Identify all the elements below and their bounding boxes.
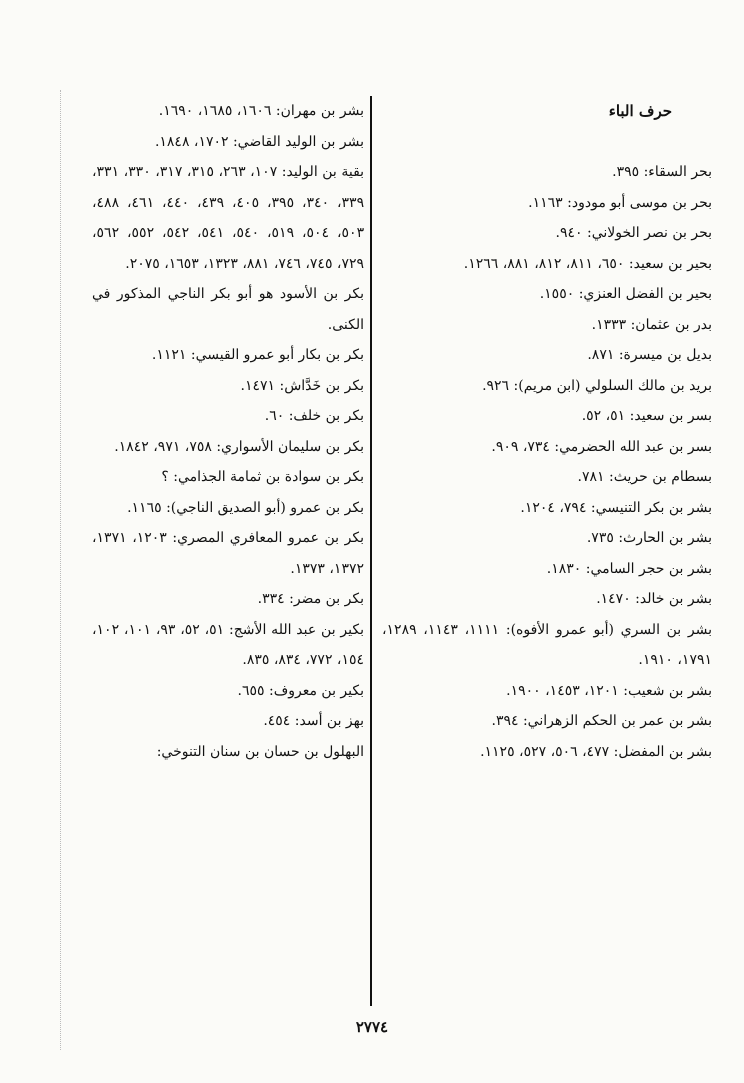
index-entry bbox=[92, 340, 364, 371]
entry-name: بشر بن مهران: bbox=[275, 103, 364, 119]
entry-pages: ١٠٧، ٢٦٣، ٣١٥، ٣١٧، ٣٣٠، ٣٣١، ٣٣٩، ٣٤٠، ٣٩٥، ٤٠٥، ٤٣٩، ٤٤٠، ٤٦١، ٤٨٨، ٥٠٣، ٥٠٤، ٥١٩، ٥٤٠، ٥٤١، ٥٤٢، ٥٥٢، ٥٦٢، ٧٢٩، ٧٤٥، ٧٤٦، ٨٨١، ١٣٢٣، ١٦٥٣، ٢٠٧٥. bbox=[92, 164, 365, 272]
entry-pages: ٣٣٤. bbox=[257, 591, 285, 607]
index-entry bbox=[382, 279, 712, 310]
entry-pages: ٦٥٠، ٨١١، ٨١٢، ٨٨١، ١٢٦٦. bbox=[463, 255, 625, 272]
entry-name: بكر بن خلف: bbox=[288, 408, 364, 424]
entry-name: بشر بن شعيب: bbox=[623, 682, 712, 699]
entry-name: بسطام بن حريث: bbox=[609, 469, 712, 485]
right-column bbox=[382, 96, 712, 767]
entry-name: بهز بن أسد: bbox=[294, 713, 364, 729]
index-entry bbox=[382, 310, 712, 341]
entry-pages: ٥١، ٥٢. bbox=[581, 408, 626, 424]
entry-pages: ١١٢١. bbox=[151, 347, 187, 363]
index-entry bbox=[382, 157, 712, 188]
index-entry bbox=[92, 493, 364, 524]
left-column bbox=[92, 96, 364, 767]
entry-pages: ؟ bbox=[161, 469, 169, 485]
index-entry bbox=[382, 676, 712, 707]
index-entry bbox=[92, 127, 364, 158]
entry-name: بشر بن بكر التنيسي: bbox=[590, 499, 712, 516]
index-entry bbox=[382, 371, 712, 402]
entry-name: بشر بن حجر السامي: bbox=[585, 560, 712, 577]
entry-name: بحر السقاء: bbox=[643, 164, 712, 180]
index-entry bbox=[92, 401, 364, 432]
entry-pages: ٧٣٥. bbox=[586, 530, 614, 546]
entry-pages: ١٣٣٣. bbox=[591, 316, 627, 333]
entry-pages: ٧٣٤، ٩٠٩. bbox=[491, 438, 550, 455]
entry-name: بشر بن خالد: bbox=[635, 591, 712, 607]
right-entries bbox=[382, 157, 712, 767]
entry-pages: ١١٦٣. bbox=[528, 194, 563, 211]
index-entry bbox=[382, 523, 712, 554]
index-entry bbox=[92, 523, 364, 584]
entry-pages: ٦٥٥. bbox=[237, 682, 265, 699]
entry-name: بشر بن السري (أبو عمرو الأفوه): bbox=[505, 621, 712, 638]
index-entry bbox=[382, 432, 712, 463]
index-entry bbox=[382, 584, 712, 615]
entry-name: بحير بن سعيد: bbox=[628, 255, 712, 272]
entry-pages: ١١١١، ١١٤٣، ١٢٨٩، ١٧٩١، ١٩١٠. bbox=[382, 621, 712, 668]
entry-pages: ٣٩٥. bbox=[612, 164, 640, 180]
index-entry bbox=[382, 218, 712, 249]
entry-name: بكر بن عمرو المعافري المصري: bbox=[172, 530, 365, 546]
entry-name: بكر بن بكار أبو عمرو القيسي: bbox=[190, 347, 364, 363]
section-heading: حرف الباء bbox=[608, 102, 672, 120]
entry-pages: ٣٩٤. bbox=[491, 713, 519, 729]
entry-name: بكر بن مضر: bbox=[289, 591, 364, 607]
index-entry bbox=[382, 249, 712, 280]
entry-pages: ١٦٠٦، ١٦٨٥، ١٦٩٠. bbox=[158, 103, 272, 119]
entry-pages: ٩٢٦. bbox=[482, 377, 510, 394]
entry-name: بقية بن الوليد: bbox=[281, 164, 365, 180]
entry-name: بكر بن سوادة بن ثمامة الجذامي: bbox=[173, 469, 364, 485]
entry-name: بشر بن المفضل: bbox=[613, 743, 712, 760]
entry-pages: ١٤٧٠. bbox=[596, 591, 631, 607]
entry-name: بديل بن ميسرة: bbox=[618, 347, 712, 363]
entry-name: البهلول بن حسان بن سنان التنوخي: bbox=[156, 743, 364, 760]
entry-pages: ٧٨١. bbox=[577, 469, 605, 485]
index-entry bbox=[92, 279, 364, 340]
index-entry bbox=[92, 676, 364, 707]
entry-name: بريد بن مالك السلولي (ابن مريم): bbox=[513, 377, 712, 394]
entry-name: بسر بن عبد الله الحضرمي: bbox=[554, 438, 712, 455]
index-entry bbox=[382, 737, 712, 768]
entry-pages: ١٤٧١. bbox=[240, 377, 276, 394]
entry-name: بحير بن الفضل العنزي: bbox=[578, 286, 712, 302]
index-entry bbox=[382, 340, 712, 371]
entry-name: بشر بن الحارث: bbox=[618, 530, 712, 546]
index-entry bbox=[92, 371, 364, 402]
entry-pages: ٥١، ٥٢، ٩٣، ١٠١، ١٠٢، ١٥٤، ٧٧٢، ٨٣٤، ٨٣٥. bbox=[92, 621, 364, 668]
entry-name: بكر بن سليمان الأسواري: bbox=[216, 438, 364, 455]
index-entry bbox=[92, 462, 364, 493]
entry-pages: ١٢٠١، ١٤٥٣، ١٩٠٠. bbox=[506, 682, 619, 699]
index-entry bbox=[382, 554, 712, 585]
index-entry bbox=[382, 615, 712, 676]
entry-pages: ١٧٠٢، ١٨٤٨. bbox=[154, 133, 229, 150]
entry-pages: ٤٧٧، ٥٠٦، ٥٢٧، ١١٢٥. bbox=[480, 743, 610, 760]
index-entry bbox=[92, 96, 364, 127]
index-entry bbox=[92, 706, 364, 737]
entry-name: بحر بن نصر الخولاني: bbox=[586, 225, 712, 241]
index-entry bbox=[92, 737, 364, 768]
entry-pages: ٨٧١. bbox=[587, 347, 615, 363]
index-entry bbox=[92, 615, 364, 676]
entry-pages: ٤٥٤. bbox=[263, 713, 291, 729]
entry-name: بكير بن معروف: bbox=[269, 682, 364, 699]
entry-pages: ١٢٠٣، ١٣٧١، ١٣٧٢، ١٣٧٣. bbox=[92, 530, 364, 577]
entry-name: بشر بن الوليد القاضي: bbox=[232, 133, 364, 150]
entry-pages: ٧٥٨، ٩٧١، ١٨٤٢. bbox=[114, 438, 212, 455]
entry-name: بسر بن سعيد: bbox=[629, 408, 712, 424]
entry-pages: ١٥٥٠. bbox=[539, 286, 575, 302]
index-entry bbox=[92, 584, 364, 615]
index-entry bbox=[382, 706, 712, 737]
entry-pages: ١٨٣٠. bbox=[546, 560, 582, 577]
entry-pages: ٦٠. bbox=[264, 408, 285, 424]
entry-pages: ٧٩٤، ١٢٠٤. bbox=[520, 499, 587, 516]
column-divider bbox=[370, 96, 372, 1006]
entry-pages: هو أبو بكر الناجي المذكور في الكنى. bbox=[92, 286, 364, 333]
entry-name: بحر بن موسى أبو مودود: bbox=[567, 194, 712, 211]
index-entry bbox=[92, 432, 364, 463]
left-entries bbox=[92, 96, 364, 767]
entry-pages: ١١٦٥. bbox=[127, 499, 162, 516]
scan-margin-dots bbox=[60, 90, 63, 1050]
entry-name: بكر بن الأسود bbox=[279, 286, 364, 302]
index-entry bbox=[382, 401, 712, 432]
entry-name: بكير بن عبد الله الأشج: bbox=[229, 621, 365, 638]
page-number: ٢٧٧٤ bbox=[355, 1018, 389, 1036]
index-entry bbox=[382, 462, 712, 493]
index-entry bbox=[382, 493, 712, 524]
entry-name: بشر بن عمر بن الحكم الزهراني: bbox=[522, 713, 712, 729]
entry-pages: ٩٤٠. bbox=[555, 225, 583, 241]
entry-name: بكر بن عمرو (أبو الصديق الناجي): bbox=[166, 499, 364, 516]
index-entry bbox=[382, 188, 712, 219]
index-entry bbox=[92, 157, 364, 279]
entry-name: بدر بن عثمان: bbox=[630, 316, 712, 333]
entry-name: بكر بن خَدَّاش: bbox=[279, 377, 364, 394]
